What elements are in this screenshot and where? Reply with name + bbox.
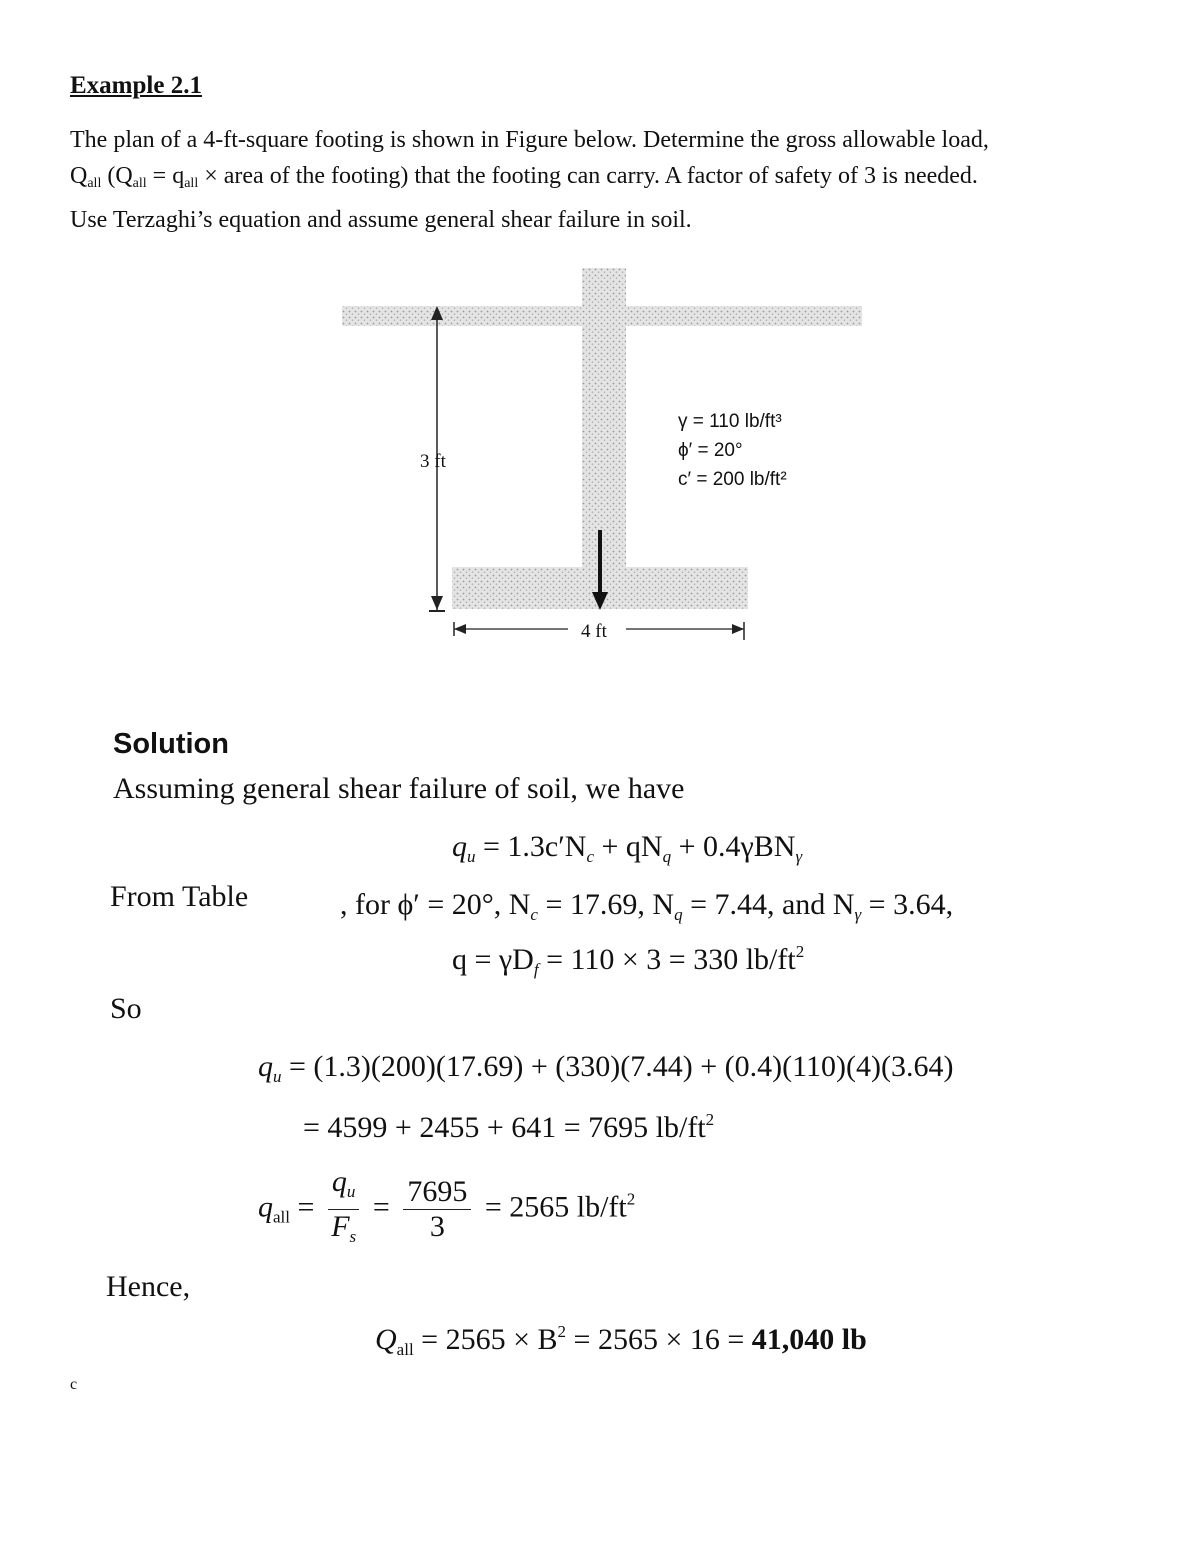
- equation-allowable-pressure: $q_{all}$ = $\frac{q_u}{F_s}$ = $\frac{7695}{3}$ = 2565 $lb/ft^2$: [258, 1165, 635, 1254]
- problem-line-3: Use Terzaghi’s equation and assume general shear failure in soil.: [70, 207, 692, 233]
- width-label: 4 ft: [581, 621, 607, 642]
- solution-intro: Assuming general shear failure of soil, we have: [113, 772, 685, 805]
- equation-allowable-load: $Q_{all} = 2565 \times B^2 = 2565 \times 16 = 41,040$ lb: [375, 1322, 867, 1359]
- allowable-load-result: 41,040 lb: [751, 1323, 867, 1356]
- fraction-qu-over-fs: $\frac{q_u}{F_s}$: [328, 1165, 360, 1254]
- so-label: So: [110, 992, 142, 1025]
- footing-column: [582, 268, 626, 572]
- hence-label: Hence,: [106, 1270, 191, 1303]
- equation-qu-result: = 4599 + 2455 + 641 = 7695 $lb/ft^2$: [303, 1110, 715, 1144]
- equation-qu-substituted: $q_u = (1.3)(200)(17.69) + (330)(7.44) + (0.4)(110)(4)(3.64)$: [258, 1050, 954, 1086]
- depth-label: 3 ft: [420, 451, 446, 472]
- from-table-label: From Table: [110, 880, 249, 913]
- equation-bearing-capacity: $q_u = 1.3c'N_c + qN_q + 0.4\gamma BN_\gamma$: [452, 830, 803, 866]
- equation-overburden: $q = \gamma D_f = 110 \times 3 = 330$ $lb/ft^2$: [452, 942, 805, 979]
- fraction-7695-over-3: $\frac{7695}{3}$: [403, 1175, 471, 1244]
- soil-cohesion: c′ = 200 lb/ft²: [678, 469, 787, 490]
- stray-mark: c: [70, 1376, 78, 1393]
- problem-line-2: $Q_{all}$ ($Q_{all} = q_{all}$ × area of the footing) that the footing can carry. A factor of safety of 3 is needed.: [70, 163, 978, 191]
- bearing-capacity-factors: , for ϕ′ = 20°, $N_c = 17.69$, $N_q = 7.44$, and $N_\gamma = 3.64$,: [340, 888, 954, 924]
- soil-unit-weight: γ = 110 lb/ft³: [678, 411, 782, 432]
- footing-figure: [330, 262, 870, 652]
- problem-line-1: The plan of a 4-ft-square footing is shown in Figure below. Determine the gross allowable load,: [70, 127, 989, 153]
- example-title: Example 2.1: [70, 72, 202, 99]
- soil-friction-angle: ϕ′ = 20°: [678, 440, 743, 461]
- problem-statement: [70, 122, 1150, 238]
- solution-title: Solution: [113, 728, 229, 760]
